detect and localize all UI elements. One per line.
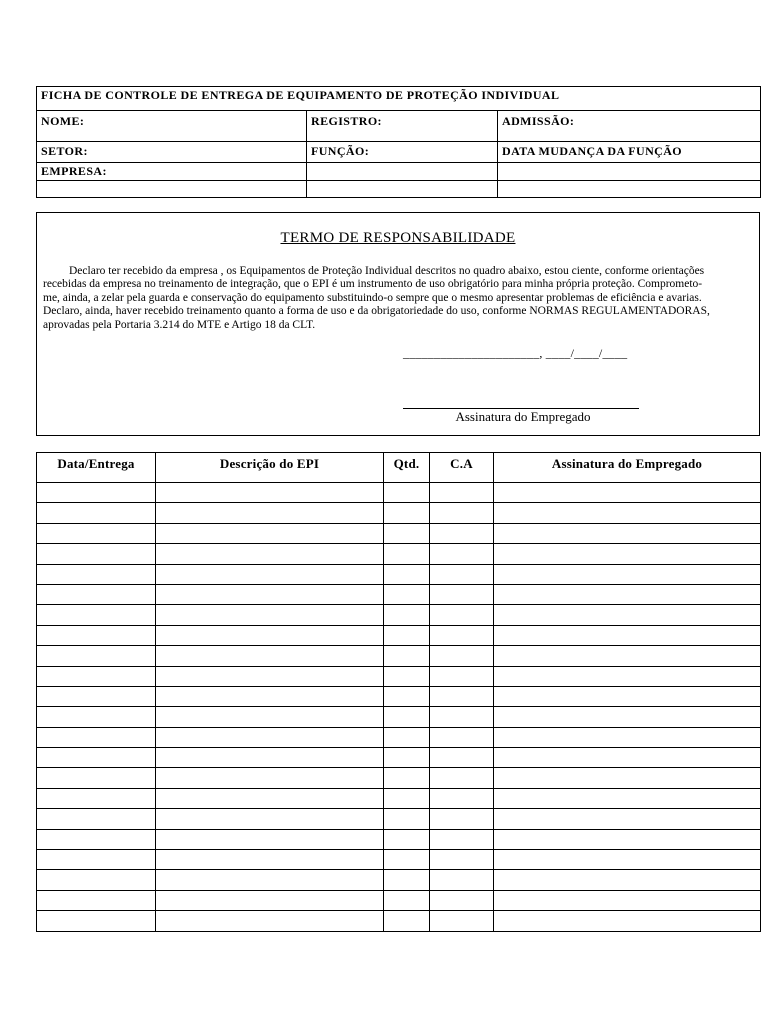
- term-body-text: Declaro ter recebido da empresa , os Equipamentos de Proteção Individual descritos no quadro abaixo, estou ciente, conforme orientações recebidas da empresa no treinamento de integração, que o EPI é um instrumento de uso obrigatório para minha própria proteção. Comprometo-me, ainda, a zelar pela guarda e conservação do equipamento substituindo-o sempre que o mesmo apresentar problemas de eficiência e avarias. Declaro, ainda, haver recebido treinamento quanto a forma de uso e da obrigatoriedade do uso, conforme NORMAS REGULAMENTADORAS, aprovadas pela Portaria 3.214 do MTE e Artigo 18 da CLT.: [43, 265, 710, 331]
- table-cell[interactable]: [156, 788, 384, 808]
- table-cell[interactable]: [37, 911, 156, 931]
- table-cell[interactable]: [430, 503, 494, 523]
- table-cell[interactable]: [156, 666, 384, 686]
- table-cell[interactable]: [156, 768, 384, 788]
- table-cell[interactable]: [430, 523, 494, 543]
- table-row: [37, 809, 761, 829]
- date-line[interactable]: ______________________, ____/____/____: [403, 346, 628, 360]
- table-row: [37, 544, 761, 564]
- table-row: [37, 707, 761, 727]
- table-cell[interactable]: [494, 911, 761, 931]
- table-cell[interactable]: [384, 523, 430, 543]
- epi-delivery-table: [36, 452, 761, 932]
- table-cell[interactable]: [430, 850, 494, 870]
- table-cell[interactable]: [430, 564, 494, 584]
- table-cell[interactable]: [37, 850, 156, 870]
- table-cell[interactable]: [430, 666, 494, 686]
- table-cell[interactable]: [494, 829, 761, 849]
- table-cell[interactable]: [384, 788, 430, 808]
- table-cell[interactable]: [494, 870, 761, 890]
- table-cell[interactable]: [494, 523, 761, 543]
- header-title-row: [37, 87, 761, 111]
- table-cell[interactable]: [494, 503, 761, 523]
- table-cell[interactable]: [37, 544, 156, 564]
- table-cell[interactable]: [156, 850, 384, 870]
- table-cell[interactable]: [37, 483, 156, 503]
- table-row: [37, 625, 761, 645]
- header-setor-row: [37, 142, 761, 163]
- blank-cell[interactable]: [307, 181, 498, 198]
- col-header-data-entrega: Data/Entrega: [37, 453, 156, 483]
- table-cell[interactable]: [494, 605, 761, 625]
- signature-label: Assinatura do Empregado: [455, 409, 591, 424]
- table-cell[interactable]: [156, 870, 384, 890]
- table-cell[interactable]: [37, 686, 156, 706]
- table-cell[interactable]: [37, 605, 156, 625]
- epi-table-body: [37, 483, 761, 932]
- col-header-assinatura: Assinatura do Empregado: [494, 453, 761, 483]
- table-cell[interactable]: [384, 584, 430, 604]
- table-cell[interactable]: [37, 768, 156, 788]
- table-row: [37, 666, 761, 686]
- table-cell[interactable]: [384, 768, 430, 788]
- table-row: [37, 564, 761, 584]
- table-cell[interactable]: [37, 625, 156, 645]
- term-title: TERMO DE RESPONSABILIDADE: [280, 230, 516, 246]
- setor-field[interactable]: SETOR:: [37, 142, 307, 163]
- table-cell[interactable]: [384, 850, 430, 870]
- table-cell[interactable]: [156, 686, 384, 706]
- table-cell[interactable]: [494, 707, 761, 727]
- table-row: [37, 727, 761, 747]
- table-row: [37, 605, 761, 625]
- table-cell[interactable]: [494, 625, 761, 645]
- table-row: [37, 523, 761, 543]
- admissao-field[interactable]: ADMISSÃO:: [498, 111, 761, 142]
- table-cell[interactable]: [37, 666, 156, 686]
- nome-field[interactable]: NOME:: [37, 111, 307, 142]
- table-cell[interactable]: [494, 564, 761, 584]
- table-cell[interactable]: [37, 584, 156, 604]
- table-cell[interactable]: [37, 503, 156, 523]
- table-row: [37, 646, 761, 666]
- table-cell[interactable]: [494, 768, 761, 788]
- table-cell[interactable]: [430, 625, 494, 645]
- table-cell[interactable]: [384, 748, 430, 768]
- table-cell[interactable]: [156, 483, 384, 503]
- table-row: [37, 788, 761, 808]
- table-cell[interactable]: [156, 748, 384, 768]
- table-cell[interactable]: [384, 544, 430, 564]
- table-row: [37, 483, 761, 503]
- table-cell[interactable]: [156, 890, 384, 910]
- table-cell[interactable]: [156, 707, 384, 727]
- table-cell[interactable]: [384, 707, 430, 727]
- table-cell[interactable]: [384, 911, 430, 931]
- table-cell[interactable]: [384, 625, 430, 645]
- table-row: [37, 748, 761, 768]
- table-cell[interactable]: [494, 890, 761, 910]
- table-cell[interactable]: [156, 809, 384, 829]
- col-header-qtd: Qtd.: [384, 453, 430, 483]
- table-row: [37, 686, 761, 706]
- table-cell[interactable]: [384, 564, 430, 584]
- term-body: [43, 265, 719, 332]
- table-cell[interactable]: [430, 727, 494, 747]
- table-cell[interactable]: [37, 788, 156, 808]
- table-cell[interactable]: [494, 666, 761, 686]
- registro-field[interactable]: REGISTRO:: [307, 111, 498, 142]
- table-cell[interactable]: [384, 890, 430, 910]
- table-row: [37, 768, 761, 788]
- table-cell[interactable]: [37, 646, 156, 666]
- table-cell[interactable]: [430, 829, 494, 849]
- table-cell[interactable]: [384, 646, 430, 666]
- table-cell[interactable]: [37, 564, 156, 584]
- table-cell[interactable]: [37, 707, 156, 727]
- table-cell[interactable]: [156, 605, 384, 625]
- table-row: [37, 503, 761, 523]
- data-mudanca-field[interactable]: DATA MUDANÇA DA FUNÇÃO: [498, 142, 761, 163]
- col-header-descricao: Descrição do EPI: [156, 453, 384, 483]
- table-cell[interactable]: [384, 483, 430, 503]
- table-cell[interactable]: [37, 727, 156, 747]
- table-cell[interactable]: [156, 584, 384, 604]
- blank-cell[interactable]: [37, 181, 307, 198]
- empresa-field[interactable]: EMPRESA:: [37, 163, 307, 181]
- table-cell[interactable]: [384, 870, 430, 890]
- header-empresa-row: [37, 163, 761, 181]
- table-cell[interactable]: [37, 809, 156, 829]
- table-cell[interactable]: [430, 870, 494, 890]
- table-cell[interactable]: [494, 686, 761, 706]
- table-row: [37, 911, 761, 931]
- responsibility-term-box: [36, 212, 760, 436]
- table-cell[interactable]: [384, 809, 430, 829]
- table-row: [37, 829, 761, 849]
- table-cell[interactable]: [430, 544, 494, 564]
- table-cell[interactable]: [37, 748, 156, 768]
- table-cell[interactable]: [430, 768, 494, 788]
- table-cell[interactable]: [156, 911, 384, 931]
- table-cell[interactable]: [430, 707, 494, 727]
- table-cell[interactable]: [494, 788, 761, 808]
- table-cell[interactable]: [430, 788, 494, 808]
- table-row: [37, 584, 761, 604]
- table-cell[interactable]: [37, 890, 156, 910]
- table-cell[interactable]: [384, 503, 430, 523]
- table-cell[interactable]: [156, 503, 384, 523]
- table-cell[interactable]: [430, 646, 494, 666]
- form-title: FICHA DE CONTROLE DE ENTREGA DE EQUIPAMENTO DE PROTEÇÃO INDIVIDUAL: [37, 87, 761, 111]
- table-cell[interactable]: [384, 829, 430, 849]
- table-cell[interactable]: [430, 748, 494, 768]
- table-cell[interactable]: [156, 564, 384, 584]
- table-cell[interactable]: [37, 523, 156, 543]
- table-cell[interactable]: [156, 625, 384, 645]
- blank-cell[interactable]: [498, 181, 761, 198]
- table-cell[interactable]: [37, 870, 156, 890]
- table-cell[interactable]: [494, 727, 761, 747]
- table-row: [37, 850, 761, 870]
- epi-header-row: [37, 453, 761, 483]
- header-nome-row: [37, 111, 761, 142]
- table-cell[interactable]: [156, 727, 384, 747]
- table-cell[interactable]: [156, 646, 384, 666]
- table-cell[interactable]: [494, 483, 761, 503]
- table-cell[interactable]: [494, 809, 761, 829]
- table-cell[interactable]: [430, 483, 494, 503]
- table-cell[interactable]: [494, 748, 761, 768]
- table-row: [37, 890, 761, 910]
- blank-cell[interactable]: [307, 163, 498, 181]
- table-cell[interactable]: [156, 523, 384, 543]
- table-cell[interactable]: [494, 544, 761, 564]
- table-cell[interactable]: [384, 605, 430, 625]
- table-cell[interactable]: [430, 584, 494, 604]
- col-header-ca: C.A: [430, 453, 494, 483]
- table-cell[interactable]: [494, 850, 761, 870]
- table-cell[interactable]: [37, 829, 156, 849]
- table-cell[interactable]: [384, 666, 430, 686]
- table-cell[interactable]: [384, 686, 430, 706]
- table-cell[interactable]: [430, 911, 494, 931]
- header-blank-row: [37, 181, 761, 198]
- blank-cell[interactable]: [498, 163, 761, 181]
- table-cell[interactable]: [494, 584, 761, 604]
- table-cell[interactable]: [430, 809, 494, 829]
- table-cell[interactable]: [384, 727, 430, 747]
- table-cell[interactable]: [430, 686, 494, 706]
- table-cell[interactable]: [430, 890, 494, 910]
- table-cell[interactable]: [430, 605, 494, 625]
- table-cell[interactable]: [494, 646, 761, 666]
- table-cell[interactable]: [156, 544, 384, 564]
- table-cell[interactable]: [156, 829, 384, 849]
- header-form-table: [36, 86, 761, 198]
- funcao-field[interactable]: FUNÇÃO:: [307, 142, 498, 163]
- table-row: [37, 870, 761, 890]
